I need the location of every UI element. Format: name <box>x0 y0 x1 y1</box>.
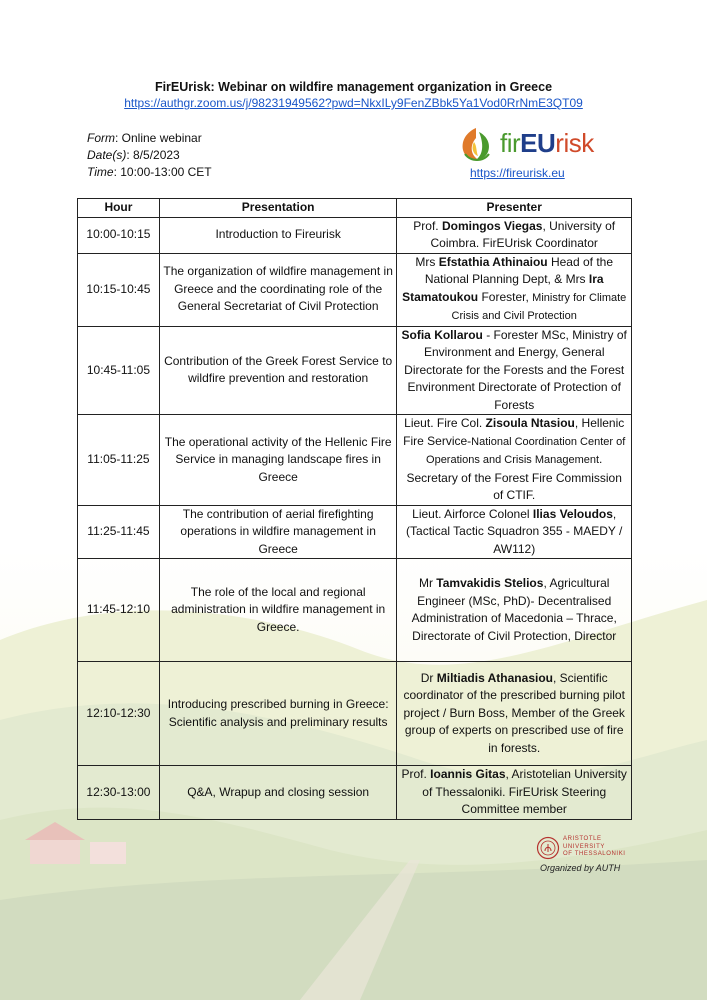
form-line <box>87 130 212 147</box>
presenter-name: Sofia Kollarou <box>401 327 483 342</box>
logo-part-risk: risk <box>555 128 594 158</box>
fireurisk-site-link[interactable]: https://fireurisk.eu <box>470 166 565 180</box>
presenter-cell <box>397 766 632 820</box>
schedule-table <box>77 198 632 820</box>
table-header-row <box>78 199 632 218</box>
table-row <box>78 766 632 820</box>
hour-cell: 11:25-11:45 <box>78 505 160 559</box>
presenter-text: Lieut. Fire Col. <box>404 416 486 430</box>
presenter-cell <box>397 559 632 662</box>
table-row <box>78 253 632 326</box>
organized-by: Organized by AUTH <box>540 863 621 873</box>
presenter-text: - Forester MSc, Ministry of Environment and Energy, General Directorate for the Forests and the Forest Environment Directorate of Protection of Forests <box>404 327 627 412</box>
presenter-text: Lieut. Airforce Colonel <box>412 506 533 521</box>
zoom-link[interactable]: https://authgr.zoom.us/j/98231949562?pwd=NkxILy9FenZBbk5Ya1Vod0RrNmE3QT09 <box>124 96 583 110</box>
hour-cell: 12:10-12:30 <box>78 662 160 766</box>
presenter-name: Domingos Viegas <box>441 218 543 233</box>
table-row <box>78 415 632 506</box>
date-label: Date(s) <box>87 148 127 162</box>
presenter-name: Ioannis Gitas <box>430 767 506 782</box>
hour-cell: 10:15-10:45 <box>78 253 160 326</box>
presenter-text: National Coordination Center of Operations and Crisis Management <box>426 435 626 466</box>
presentation-cell: The contribution of aerial firefighting operations in wildfire management in Greece <box>159 505 397 559</box>
presenter-cell <box>397 415 632 506</box>
presentation-cell: Introduction to Fireurisk <box>159 217 397 253</box>
header-presentation: Presentation <box>159 199 397 218</box>
table-row <box>78 559 632 662</box>
presenter-cell <box>397 253 632 326</box>
table-row <box>78 505 632 559</box>
presenter-text: Prof. <box>413 218 442 233</box>
time-label: Time <box>87 165 114 179</box>
table-row <box>78 662 632 766</box>
presenter-name: Efstathia Athinaiou <box>438 254 548 269</box>
presentation-cell: Contribution of the Greek Forest Service to wildfire prevention and restoration <box>159 326 397 415</box>
presenter-text: , Agricultural Engineer (MSc, PhD)- Decentralised Administration of Macedonia – Thrace, Directorate of Civil Protection, Director <box>411 576 617 643</box>
time-line <box>87 164 212 181</box>
fireurisk-logo <box>455 122 595 167</box>
presenter-cell <box>397 326 632 415</box>
presentation-cell: Q&A, Wrapup and closing session <box>159 766 397 820</box>
presenter-text: Head of the National Planning Dept, & Mrs <box>424 254 614 286</box>
presenter-name: Zisoula Ntasiou <box>485 416 575 430</box>
hour-cell: 12:30-13:00 <box>78 766 160 820</box>
table-row <box>78 326 632 415</box>
header-hour: Hour <box>78 199 160 218</box>
presentation-cell: The operational activity of the Hellenic Fire Service in managing landscape fires in Greece <box>159 415 397 506</box>
time-value: : 10:00-13:00 CET <box>113 165 212 179</box>
presenter-name: Tamvakidis Stelios <box>436 576 544 590</box>
logo-wordmark <box>500 128 594 159</box>
presentation-cell: The role of the local and regional administration in wildfire management in Greece. <box>159 559 397 662</box>
presenter-text: , Scientific coordinator of the prescribed burning pilot project / Burn Boss, Member of the Greek group of experts on prescribed use of fire in forests. <box>403 670 625 755</box>
table-row <box>78 217 632 253</box>
auth-line-2: UNIVERSITY <box>563 843 606 850</box>
presentation-cell: Introducing prescribed burning in Greece: Scientific analysis and preliminary results <box>159 662 397 766</box>
presenter-name: Ira Stamatoukou <box>402 272 604 304</box>
presenter-text: Ministry for Climate Crisis and Civil Protection <box>451 291 627 322</box>
presenter-text: Dr <box>420 670 437 685</box>
presenter-text: Forester, <box>478 289 533 304</box>
event-meta <box>87 130 212 181</box>
hour-cell: 11:45-12:10 <box>78 559 160 662</box>
presenter-cell <box>397 505 632 559</box>
hour-cell: 10:00-10:15 <box>78 217 160 253</box>
form-label: Form <box>87 131 115 145</box>
presenter-text: , Hellenic Fire Service- <box>403 416 625 448</box>
presenter-text: , (Tactical Tactic Squadron 355 - MAEDY / AW112) <box>406 506 623 556</box>
auth-wordmark <box>563 836 626 859</box>
presenter-name: Miltiadis Athanasiou <box>436 670 553 685</box>
form-value: : Online webinar <box>115 131 202 145</box>
webinar-title: FirEUrisk: Webinar on wildfire management organization in Greece <box>154 80 553 94</box>
logo-part-eu: EU <box>520 128 556 158</box>
date-value: : 8/5/2023 <box>126 148 180 162</box>
hour-cell: 11:05-11:25 <box>78 415 160 506</box>
presenter-text: . Secretary of the Forest Fire Commission of CTIF. <box>406 452 622 502</box>
presenter-text: Mr <box>418 576 437 590</box>
logo-part-fir: fir <box>500 128 521 158</box>
date-line <box>87 147 212 164</box>
auth-line-1: ARISTOTLE <box>563 836 602 842</box>
hour-cell: 10:45-11:05 <box>78 326 160 415</box>
flame-leaf-icon <box>455 124 497 166</box>
presenter-text: , University of Coimbra. FirEUrisk Coordinator <box>430 218 616 250</box>
presenter-name: Ilias Veloudos <box>532 506 613 521</box>
header-presenter: Presenter <box>397 199 632 218</box>
presenter-text: , Aristotelian University of Thessaloniki. FirEUrisk Steering Committee member <box>422 767 627 817</box>
auth-seal-icon <box>536 836 560 860</box>
presenter-text: Prof. <box>401 767 431 782</box>
presenter-cell <box>397 217 632 253</box>
presentation-cell: The organization of wildfire management in Greece and the coordinating role of the General Secretariat of Civil Protection <box>159 253 397 326</box>
presenter-cell <box>397 662 632 766</box>
auth-line-3: OF THESSALONIKI <box>563 851 626 857</box>
presenter-text: Mrs <box>415 254 439 269</box>
